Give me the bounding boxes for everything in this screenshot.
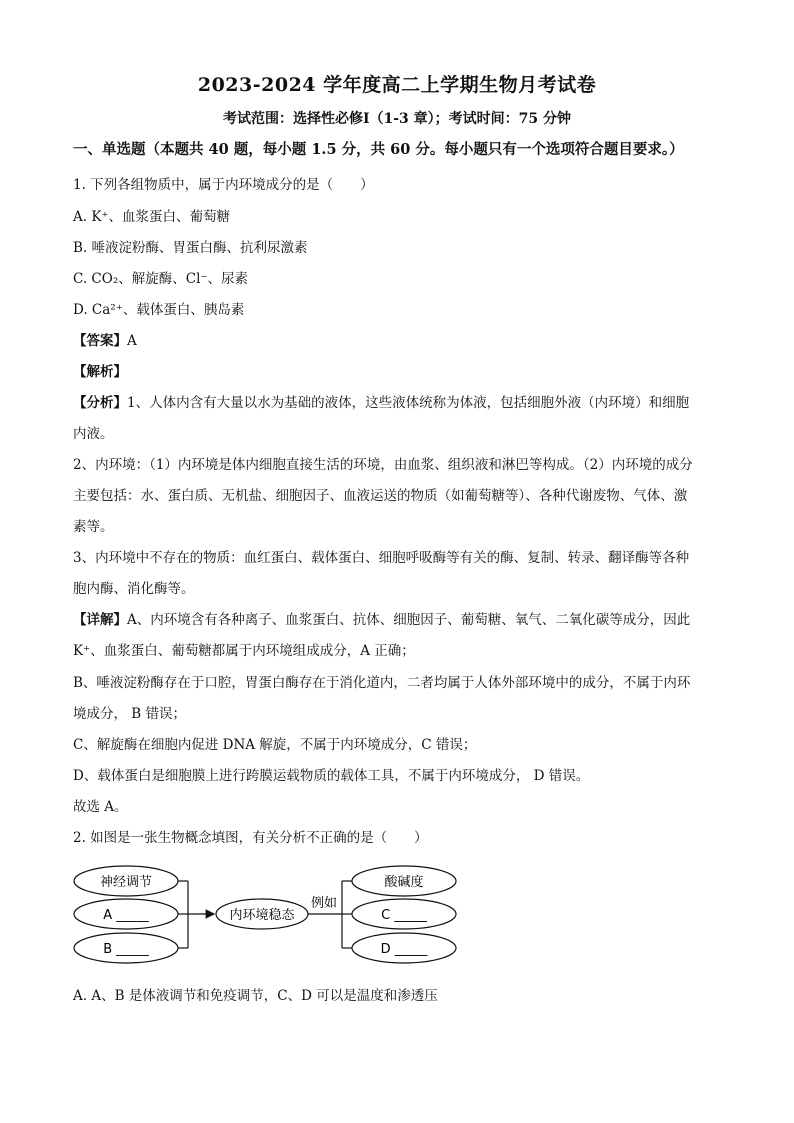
- node-ph-label: 酸碱度: [384, 875, 424, 890]
- q1-option-d: D. Ca²⁺、载体蛋白、胰岛素: [73, 302, 245, 318]
- detail-line-b1: B、唾液淀粉酶存在于口腔，胃蛋白酶存在于消化道内，二者均属于人体外部环境中的成分，不属于内环: [73, 675, 691, 691]
- analysis-line-2b: 主要包括：水、蛋白质、无机盐、细胞因子、血液运送的物质（如葡萄糖等）、各种代谢废物、气体、激: [73, 488, 688, 504]
- analysis-line-2a: 2、内环境：（1）内环境是体内细胞直接生活的环境，由血浆、组织液和淋巴等构成。（2）内环境的成分: [73, 457, 693, 473]
- node-d-label: D _____: [380, 942, 428, 957]
- q1-option-c: C. CO₂、解旋酶、Cl⁻、尿素: [73, 271, 249, 287]
- detail-line-d: D、载体蛋白是细胞膜上进行跨膜运载物质的载体工具，不属于内环境成分， D 错误。: [73, 768, 590, 784]
- detail-line-a2: K⁺、血浆蛋白、葡萄糖都属于内环境组成成分，A 正确；: [73, 643, 415, 659]
- analysis-line-1b: 内液。: [73, 426, 114, 442]
- section-heading: 一、单选题（本题共 40 题，每小题 1.5 分，共 60 分。每小题只有一个选项符合题目要求。）: [73, 141, 684, 158]
- detail-line-a1: [73, 608, 690, 628]
- analysis-line-2c: 素等。: [73, 519, 114, 535]
- q1-option-a: A. K⁺、血浆蛋白、葡萄糖: [73, 209, 231, 225]
- node-neural-regulation-label: 神经调节: [99, 875, 153, 890]
- analysis-line-3a: 3、内环境中不存在的物质：血红蛋白、载体蛋白、细胞呼吸酶等有关的酶、复制、转录、翻译酶等各种: [73, 550, 690, 566]
- conclusion-line: 故选 A。: [73, 799, 128, 815]
- answer-tag: 【答案】: [73, 333, 127, 349]
- q2-option-a: A. A、B 是体液调节和免疫调节，C、D 可以是温度和渗透压: [73, 988, 438, 1004]
- detail-line-b2: 境成分， B 错误；: [73, 706, 187, 722]
- node-c-label: C _____: [381, 908, 427, 923]
- analysis-line-3b: 胞内酶、消化酶等。: [73, 581, 195, 597]
- q1-answer-line: [73, 329, 137, 349]
- detail-line-c: C、解旋酶在细胞内促进 DNA 解旋，不属于内环境成分，C 错误；: [73, 737, 477, 753]
- detail-tag: 【详解】: [73, 612, 127, 628]
- connector-label: 例如: [310, 896, 338, 911]
- answer-value: A: [127, 333, 137, 349]
- analysis-line-1a: [73, 391, 689, 411]
- analysis-tag: 【解析】: [73, 364, 127, 380]
- detail-a1-text: A、内环境含有各种离子、血浆蛋白、抗体、细胞因子、葡萄糖、氧气、二氧化碳等成分，因此: [127, 612, 691, 628]
- node-a-label: A _____: [103, 908, 149, 923]
- analysis-tag-line: [73, 360, 127, 380]
- exam-title: 2023-2024 学年度高二上学期生物月考试卷: [197, 74, 597, 96]
- analysis-1a-text: 1、人体内含有大量以水为基础的液体，这些液体统称为体液，包括细胞外液（内环境）和细胞: [127, 395, 690, 411]
- node-b-label: B _____: [103, 942, 149, 957]
- q1-stem: 1. 下列各组物质中，属于内环境成分的是（ ）: [73, 177, 374, 193]
- q2-stem: 2. 如图是一张生物概念填图，有关分析不正确的是（ ）: [73, 830, 428, 846]
- fenxi-tag: 【分析】: [73, 395, 127, 411]
- node-homeostasis-label: 内环境稳态: [229, 908, 295, 923]
- q1-option-b: B. 唾液淀粉酶、胃蛋白酶、抗利尿激素: [73, 240, 308, 256]
- concept-map-diagram: [70, 860, 470, 970]
- exam-subtitle: 考试范围：选择性必修Ⅰ（1-3 章）；考试时间：75 分钟: [222, 111, 572, 127]
